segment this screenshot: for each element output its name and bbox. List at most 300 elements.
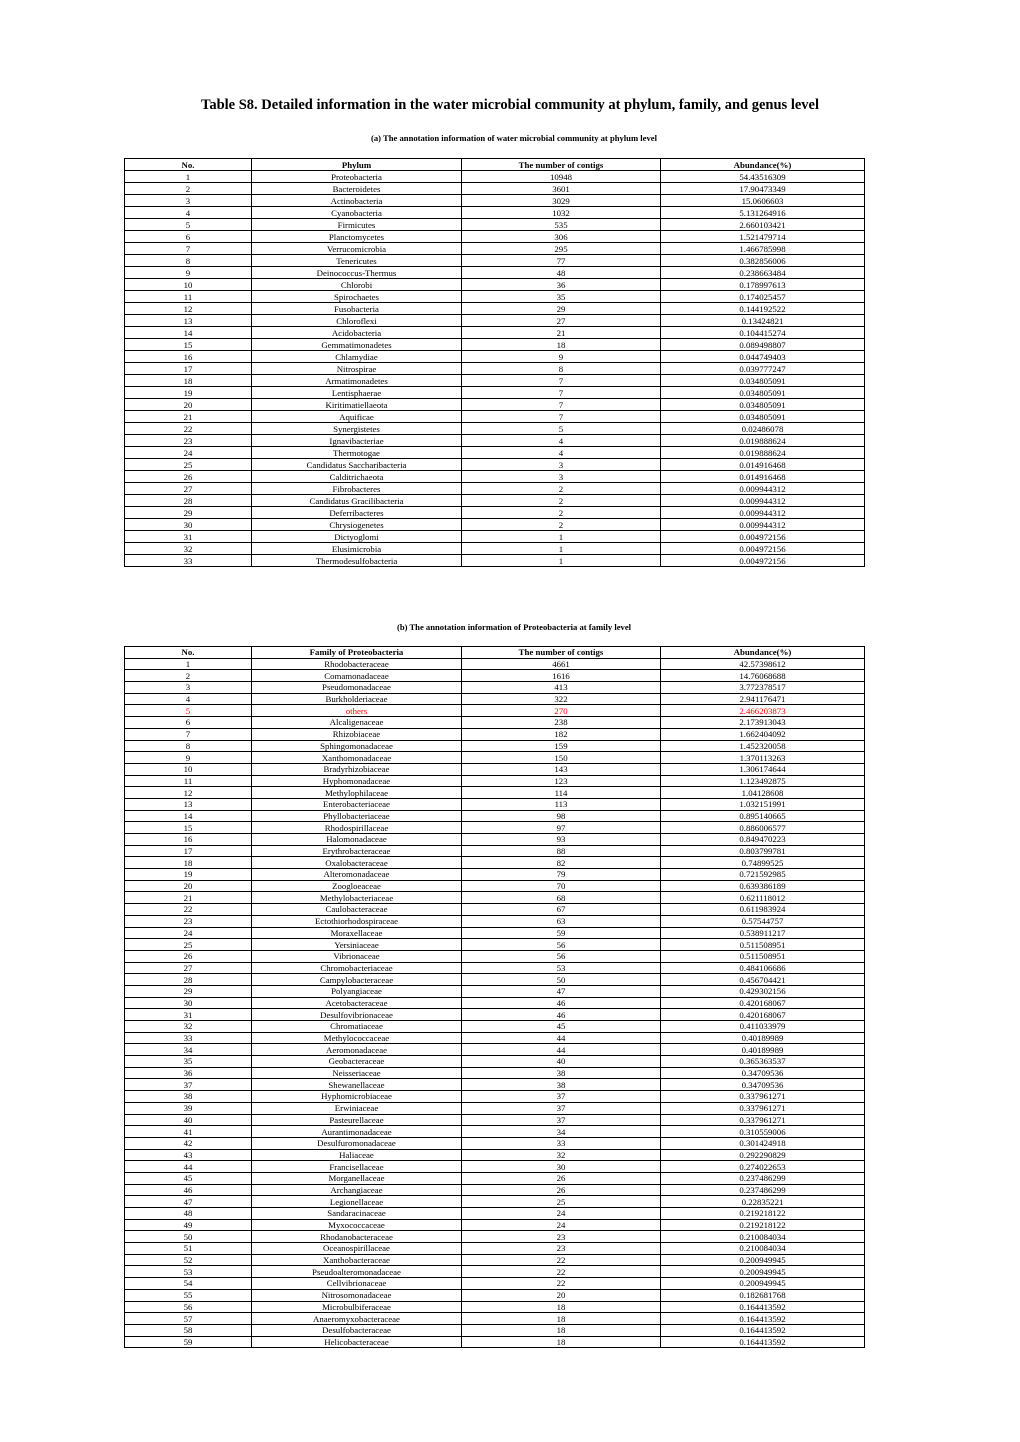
cell-abundance: 0.238663484 [661, 267, 865, 279]
header-no: No. [125, 159, 252, 171]
cell-name: Desulfuromonadaceae [252, 1137, 462, 1149]
cell-name: Yersiniaceae [252, 939, 462, 951]
section-b-title: (b) The annotation information of Proteobacteria at family level [396, 622, 632, 632]
cell-contigs: 1616 [462, 670, 661, 682]
cell-contigs: 22 [462, 1278, 661, 1290]
table-row [125, 459, 865, 471]
table-row [125, 1079, 865, 1091]
cell-abundance: 0.200949945 [661, 1278, 865, 1290]
cell-no: 28 [125, 495, 252, 507]
cell-abundance: 0.164413592 [661, 1324, 865, 1336]
cell-abundance: 0.219218122 [661, 1208, 865, 1220]
cell-abundance: 15.0606603 [661, 195, 865, 207]
cell-no: 8 [125, 255, 252, 267]
cell-no: 28 [125, 974, 252, 986]
cell-no: 32 [125, 543, 252, 555]
cell-abundance: 1.123492875 [661, 775, 865, 787]
cell-name: Myxococcaceae [252, 1219, 462, 1231]
cell-no: 54 [125, 1278, 252, 1290]
table-row [125, 231, 865, 243]
cell-abundance: 0.004972156 [661, 555, 865, 567]
cell-no: 17 [125, 845, 252, 857]
cell-abundance: 0.429302156 [661, 985, 865, 997]
table-row [125, 411, 865, 423]
cell-contigs: 21 [462, 327, 661, 339]
cell-contigs: 82 [462, 857, 661, 869]
cell-abundance: 0.40189989 [661, 1044, 865, 1056]
cell-no: 25 [125, 459, 252, 471]
cell-name: Fibrobacteres [252, 483, 462, 495]
cell-name: Ignavibacteriae [252, 435, 462, 447]
cell-name: Pseudoalteromonadaceae [252, 1266, 462, 1278]
cell-no: 32 [125, 1021, 252, 1033]
cell-abundance: 0.621118012 [661, 892, 865, 904]
cell-contigs: 306 [462, 231, 661, 243]
cell-name: Acidobacteria [252, 327, 462, 339]
cell-no: 3 [125, 195, 252, 207]
cell-abundance: 0.22835221 [661, 1196, 865, 1208]
cell-contigs: 2 [462, 495, 661, 507]
cell-name: Chloroflexi [252, 315, 462, 327]
cell-name: Alcaligenaceae [252, 717, 462, 729]
cell-no: 18 [125, 375, 252, 387]
cell-abundance: 0.178997613 [661, 279, 865, 291]
table-row [125, 243, 865, 255]
cell-name: Calditrichaeota [252, 471, 462, 483]
cell-abundance: 0.219218122 [661, 1219, 865, 1231]
cell-name: Elusimicrobia [252, 543, 462, 555]
table-row [125, 447, 865, 459]
cell-name: Shewanellaceae [252, 1079, 462, 1091]
cell-abundance: 0.721592985 [661, 869, 865, 881]
table-row [125, 1009, 865, 1021]
cell-contigs: 98 [462, 810, 661, 822]
cell-no: 5 [125, 705, 252, 717]
table-row [125, 658, 865, 670]
cell-abundance: 0.382856006 [661, 255, 865, 267]
cell-abundance: 0.019888624 [661, 435, 865, 447]
cell-name: Candidatus Gracilibacteria [252, 495, 462, 507]
cell-name: Rhodospirillaceae [252, 822, 462, 834]
cell-abundance: 0.210084034 [661, 1243, 865, 1255]
cell-name: Hyphomicrobiaceae [252, 1091, 462, 1103]
table-row [125, 1231, 865, 1243]
cell-abundance: 0.019888624 [661, 447, 865, 459]
header-contigs: The number of contigs [462, 647, 661, 659]
table-row [125, 869, 865, 881]
cell-name: Bradyrhizobiaceae [252, 763, 462, 775]
table-row [125, 1208, 865, 1220]
table-row [125, 315, 865, 327]
cell-contigs: 2 [462, 507, 661, 519]
cell-name: Candidatus Saccharibacteria [252, 459, 462, 471]
cell-name: Desulfobacteraceae [252, 1324, 462, 1336]
cell-contigs: 535 [462, 219, 661, 231]
cell-abundance: 0.34709536 [661, 1067, 865, 1079]
table-row [125, 351, 865, 363]
cell-abundance: 0.639386189 [661, 880, 865, 892]
cell-abundance: 0.182681768 [661, 1289, 865, 1301]
cell-abundance: 0.57544757 [661, 915, 865, 927]
cell-contigs: 48 [462, 267, 661, 279]
cell-contigs: 1032 [462, 207, 661, 219]
table-row [125, 845, 865, 857]
table-row [125, 822, 865, 834]
table-row [125, 279, 865, 291]
cell-no: 12 [125, 787, 252, 799]
cell-abundance: 0.009944312 [661, 495, 865, 507]
cell-abundance: 0.009944312 [661, 483, 865, 495]
cell-no: 33 [125, 1032, 252, 1044]
cell-no: 23 [125, 915, 252, 927]
cell-name: Methylophilaceae [252, 787, 462, 799]
cell-contigs: 36 [462, 279, 661, 291]
cell-contigs: 67 [462, 904, 661, 916]
cell-abundance: 0.164413592 [661, 1336, 865, 1348]
cell-no: 49 [125, 1219, 252, 1231]
cell-name: Vibrionaceae [252, 950, 462, 962]
header-contigs: The number of contigs [462, 159, 661, 171]
cell-abundance: 0.337961271 [661, 1102, 865, 1114]
cell-name: Deferribacteres [252, 507, 462, 519]
cell-no: 51 [125, 1243, 252, 1255]
cell-contigs: 182 [462, 728, 661, 740]
cell-abundance: 0.034805091 [661, 411, 865, 423]
cell-name: Thermodesulfobacteria [252, 555, 462, 567]
cell-no: 22 [125, 423, 252, 435]
cell-no: 31 [125, 1009, 252, 1021]
table-row [125, 1172, 865, 1184]
cell-name: Armatimonadetes [252, 375, 462, 387]
cell-contigs: 9 [462, 351, 661, 363]
table-row [125, 1266, 865, 1278]
cell-no: 30 [125, 519, 252, 531]
table-row [125, 834, 865, 846]
cell-contigs: 10948 [462, 171, 661, 183]
cell-contigs: 59 [462, 927, 661, 939]
cell-abundance: 0.004972156 [661, 543, 865, 555]
cell-name: Actinobacteria [252, 195, 462, 207]
cell-contigs: 34 [462, 1126, 661, 1138]
cell-abundance: 0.274022653 [661, 1161, 865, 1173]
cell-contigs: 70 [462, 880, 661, 892]
cell-name: Anaeromyxobacteraceae [252, 1313, 462, 1325]
table-row [125, 915, 865, 927]
table-row [125, 1313, 865, 1325]
cell-abundance: 0.237486299 [661, 1184, 865, 1196]
cell-no: 6 [125, 717, 252, 729]
cell-abundance: 0.301424918 [661, 1137, 865, 1149]
cell-name: Cyanobacteria [252, 207, 462, 219]
cell-contigs: 93 [462, 834, 661, 846]
table-row [125, 327, 865, 339]
cell-no: 16 [125, 834, 252, 846]
cell-name: Burkholderiaceae [252, 693, 462, 705]
cell-no: 2 [125, 183, 252, 195]
cell-contigs: 123 [462, 775, 661, 787]
cell-name: Synergistetes [252, 423, 462, 435]
table-row [125, 207, 865, 219]
table-header-row [125, 647, 865, 659]
cell-abundance: 0.034805091 [661, 375, 865, 387]
cell-abundance: 0.74899525 [661, 857, 865, 869]
cell-abundance: 0.484106686 [661, 962, 865, 974]
cell-abundance: 0.164413592 [661, 1313, 865, 1325]
cell-no: 10 [125, 763, 252, 775]
cell-contigs: 26 [462, 1172, 661, 1184]
cell-name: Kiritimatiellaeota [252, 399, 462, 411]
cell-contigs: 3 [462, 459, 661, 471]
cell-no: 24 [125, 927, 252, 939]
cell-no: 53 [125, 1266, 252, 1278]
phylum-table [124, 158, 865, 567]
cell-no: 29 [125, 985, 252, 997]
cell-contigs: 7 [462, 399, 661, 411]
table-row [125, 810, 865, 822]
cell-name: Oceanospirillaceae [252, 1243, 462, 1255]
cell-name: Archangiaceae [252, 1184, 462, 1196]
header-abundance: Abundance(%) [661, 159, 865, 171]
cell-no: 48 [125, 1208, 252, 1220]
cell-name: Chlorobi [252, 279, 462, 291]
table-row [125, 693, 865, 705]
table-row [125, 435, 865, 447]
cell-no: 43 [125, 1149, 252, 1161]
cell-no: 17 [125, 363, 252, 375]
cell-abundance: 0.004972156 [661, 531, 865, 543]
table-row [125, 740, 865, 752]
table-row [125, 1301, 865, 1313]
section-a-title: (a) The annotation information of water microbial community at phylum level [371, 133, 657, 143]
cell-abundance: 1.521479714 [661, 231, 865, 243]
cell-name: Gemmatimonadetes [252, 339, 462, 351]
table-row [125, 1196, 865, 1208]
cell-contigs: 18 [462, 1301, 661, 1313]
cell-abundance: 54.43516309 [661, 171, 865, 183]
table-row [125, 857, 865, 869]
cell-no: 46 [125, 1184, 252, 1196]
cell-name: Halomonadaceae [252, 834, 462, 846]
cell-no: 15 [125, 339, 252, 351]
cell-no: 19 [125, 387, 252, 399]
cell-name: Nitrospirae [252, 363, 462, 375]
cell-abundance: 0.886006577 [661, 822, 865, 834]
table-row [125, 728, 865, 740]
cell-no: 25 [125, 939, 252, 951]
cell-contigs: 238 [462, 717, 661, 729]
cell-no: 36 [125, 1067, 252, 1079]
cell-no: 14 [125, 327, 252, 339]
cell-abundance: 0.034805091 [661, 387, 865, 399]
cell-abundance: 0.164413592 [661, 1301, 865, 1313]
cell-abundance: 1.452320058 [661, 740, 865, 752]
cell-no: 44 [125, 1161, 252, 1173]
cell-name: Acetobacteraceae [252, 997, 462, 1009]
cell-no: 21 [125, 892, 252, 904]
cell-no: 31 [125, 531, 252, 543]
cell-abundance: 0.611983924 [661, 904, 865, 916]
cell-abundance: 0.014916468 [661, 459, 865, 471]
table-row [125, 763, 865, 775]
cell-abundance: 1.032151991 [661, 798, 865, 810]
cell-contigs: 3029 [462, 195, 661, 207]
cell-name: Erythrobacteraceae [252, 845, 462, 857]
cell-no: 13 [125, 315, 252, 327]
cell-name: Sandaracinaceae [252, 1208, 462, 1220]
cell-contigs: 143 [462, 763, 661, 775]
cell-abundance: 0.511508951 [661, 950, 865, 962]
cell-name: Nitrosomonadaceae [252, 1289, 462, 1301]
cell-name: others [252, 705, 462, 717]
cell-contigs: 37 [462, 1114, 661, 1126]
cell-contigs: 30 [462, 1161, 661, 1173]
cell-contigs: 29 [462, 303, 661, 315]
cell-no: 23 [125, 435, 252, 447]
cell-contigs: 18 [462, 1336, 661, 1348]
cell-no: 35 [125, 1056, 252, 1068]
cell-name: Sphingomonadaceae [252, 740, 462, 752]
cell-name: Dictyoglomi [252, 531, 462, 543]
cell-no: 7 [125, 728, 252, 740]
cell-contigs: 35 [462, 291, 661, 303]
table-row [125, 962, 865, 974]
cell-no: 6 [125, 231, 252, 243]
cell-contigs: 50 [462, 974, 661, 986]
table-row [125, 1114, 865, 1126]
cell-no: 40 [125, 1114, 252, 1126]
cell-abundance: 1.370113263 [661, 752, 865, 764]
table-row [125, 1102, 865, 1114]
cell-contigs: 295 [462, 243, 661, 255]
cell-contigs: 97 [462, 822, 661, 834]
table-row [125, 892, 865, 904]
table-row [125, 950, 865, 962]
header-no: No. [125, 647, 252, 659]
cell-no: 56 [125, 1301, 252, 1313]
table-row [125, 705, 865, 717]
cell-name: Chromatiaceae [252, 1021, 462, 1033]
cell-contigs: 47 [462, 985, 661, 997]
cell-no: 57 [125, 1313, 252, 1325]
table-row [125, 483, 865, 495]
cell-abundance: 0.174025457 [661, 291, 865, 303]
cell-name: Tenericutes [252, 255, 462, 267]
cell-no: 59 [125, 1336, 252, 1348]
cell-contigs: 63 [462, 915, 661, 927]
table-row [125, 798, 865, 810]
table-row [125, 1137, 865, 1149]
table-row [125, 1289, 865, 1301]
cell-abundance: 0.40189989 [661, 1032, 865, 1044]
cell-contigs: 20 [462, 1289, 661, 1301]
cell-contigs: 1 [462, 555, 661, 567]
cell-name: Neisseriaceae [252, 1067, 462, 1079]
cell-contigs: 68 [462, 892, 661, 904]
cell-contigs: 38 [462, 1079, 661, 1091]
table-row [125, 1161, 865, 1173]
cell-no: 37 [125, 1079, 252, 1091]
table-row [125, 682, 865, 694]
cell-name: Legionellaceae [252, 1196, 462, 1208]
table-row [125, 985, 865, 997]
cell-no: 5 [125, 219, 252, 231]
cell-name: Aurantimonadaceae [252, 1126, 462, 1138]
cell-no: 29 [125, 507, 252, 519]
cell-abundance: 0.200949945 [661, 1266, 865, 1278]
cell-name: Xanthobacteraceae [252, 1254, 462, 1266]
cell-abundance: 1.04128608 [661, 787, 865, 799]
cell-name: Hyphomonadaceae [252, 775, 462, 787]
cell-name: Fusobacteria [252, 303, 462, 315]
cell-no: 58 [125, 1324, 252, 1336]
cell-no: 22 [125, 904, 252, 916]
cell-contigs: 322 [462, 693, 661, 705]
cell-contigs: 45 [462, 1021, 661, 1033]
cell-no: 19 [125, 869, 252, 881]
page-title: Table S8. Detailed information in the water microbial community at phylum, family, and genus level [200, 97, 819, 113]
cell-contigs: 270 [462, 705, 661, 717]
cell-name: Methylobacteriaceae [252, 892, 462, 904]
cell-contigs: 114 [462, 787, 661, 799]
cell-contigs: 56 [462, 939, 661, 951]
cell-name: Phyllobacteriaceae [252, 810, 462, 822]
table-row [125, 1067, 865, 1079]
cell-name: Rhodobacteraceae [252, 658, 462, 670]
cell-abundance: 0.104415274 [661, 327, 865, 339]
cell-contigs: 18 [462, 1313, 661, 1325]
cell-abundance: 0.337961271 [661, 1091, 865, 1103]
cell-name: Oxalobacteraceae [252, 857, 462, 869]
cell-no: 38 [125, 1091, 252, 1103]
cell-no: 18 [125, 857, 252, 869]
cell-no: 26 [125, 950, 252, 962]
cell-abundance: 5.131264916 [661, 207, 865, 219]
cell-contigs: 53 [462, 962, 661, 974]
cell-no: 2 [125, 670, 252, 682]
cell-contigs: 46 [462, 1009, 661, 1021]
cell-no: 9 [125, 752, 252, 764]
table-row [125, 927, 865, 939]
table-row [125, 543, 865, 555]
cell-abundance: 0.034805091 [661, 399, 865, 411]
cell-contigs: 3601 [462, 183, 661, 195]
cell-name: Polyangiaceae [252, 985, 462, 997]
cell-abundance: 1.466785998 [661, 243, 865, 255]
cell-name: Desulfovibrionaceae [252, 1009, 462, 1021]
family-table [124, 646, 865, 1348]
table-row [125, 183, 865, 195]
table-row [125, 1278, 865, 1290]
cell-contigs: 3 [462, 471, 661, 483]
cell-abundance: 0.803799781 [661, 845, 865, 857]
cell-abundance: 0.895140665 [661, 810, 865, 822]
cell-no: 24 [125, 447, 252, 459]
cell-name: Chromobacteriaceae [252, 962, 462, 974]
cell-no: 21 [125, 411, 252, 423]
table-row [125, 1243, 865, 1255]
table-row [125, 904, 865, 916]
cell-contigs: 1 [462, 531, 661, 543]
cell-name: Deinococcus-Thermus [252, 267, 462, 279]
cell-no: 16 [125, 351, 252, 363]
cell-name: Bacteroidetes [252, 183, 462, 195]
cell-name: Pseudomonadaceae [252, 682, 462, 694]
table-row [125, 507, 865, 519]
table-row [125, 375, 865, 387]
table-row [125, 974, 865, 986]
cell-contigs: 26 [462, 1184, 661, 1196]
cell-contigs: 77 [462, 255, 661, 267]
